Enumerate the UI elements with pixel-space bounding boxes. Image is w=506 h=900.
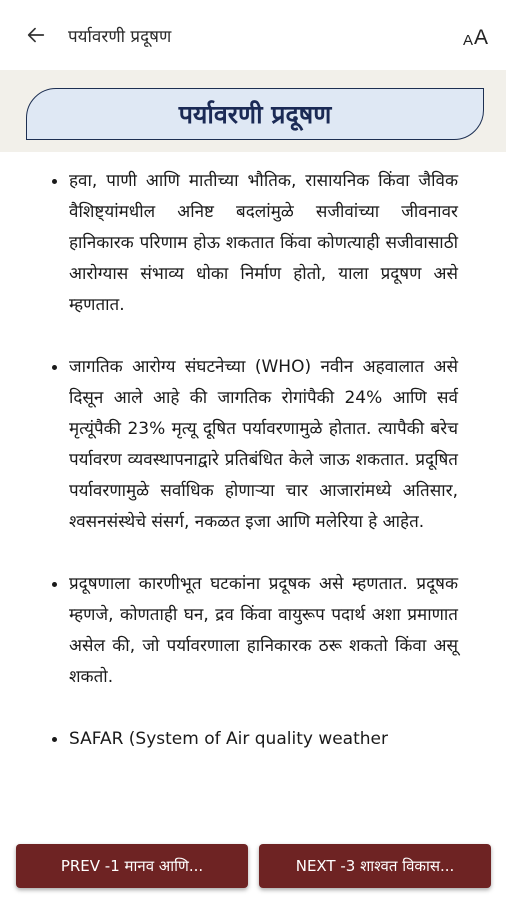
back-button[interactable] (16, 15, 56, 55)
prev-chapter-button[interactable]: PREV -1 मानव आणि... (16, 844, 248, 888)
bullet-paragraph: हवा, पाणी आणि मातीच्या भौतिक, रासायनिक किंवा जैविक वैशिष्ट्यांमधील अनिष्ट बदलांमुळे सजीवांच्या जीवनावर हानिकारक परिणाम होऊ शकतात किंवा कोणत्याही सजीवासाठी आरोग्यास संभाव्य धोका निर्माण होतो, याला प्रदूषण असे म्हणतात. (52, 166, 458, 321)
back-arrow-icon (25, 24, 47, 46)
bullet-paragraph: प्रदूषणाला कारणीभूत घटकांना प्रदूषक असे म्हणतात. प्रदूषक म्हणजे, कोणताही घन, द्रव किंवा वायुरूप पदार्थ अशा प्रमाणात असेल की, जो पर्यावरणाला हानिकारक ठरू शकतो किंवा असू शकतो. (52, 569, 458, 693)
heading-band (0, 70, 506, 152)
article-heading: पर्यावरणी प्रदूषण (178, 100, 332, 129)
bullet-paragraph: जागतिक आरोग्य संघटनेच्या (WHO) नवीन अहवालात असे दिसून आले आहे की जागतिक रोगांपैकी 24% आणि सर्व मृत्यूंपैकी 23% मृत्यू दूषित पर्यावरणामुळे होतात. त्यापैकी बरेच पर्यावरण व्यवस्थापनाद्वारे प्रतिबंधित केले जाऊ शकतात. प्रदूषित पर्यावरणामुळे सर्वाधिक होणाऱ्या चार आजारांमध्ये अतिसार, श्वसनसंस्थेचे संसर्ग, नकळत इजा आणि मलेरिया हे आहेत. (52, 352, 458, 538)
font-size-button[interactable] (463, 22, 488, 48)
heading-banner (26, 88, 484, 140)
font-size-icon-small: A (462, 32, 473, 49)
app-bar (0, 0, 506, 70)
next-chapter-button[interactable]: NEXT -3 शाश्वत विकास... (259, 844, 491, 888)
article-scroll-area[interactable] (0, 70, 506, 900)
app-bar-title: पर्यावरणी प्रदूषण (68, 26, 172, 47)
bullet-paragraph: SAFAR (System of Air quality weather (52, 724, 458, 755)
article-bullet-list (0, 166, 506, 755)
font-size-icon-large: A (473, 26, 488, 49)
bottom-nav-bar (0, 836, 506, 900)
